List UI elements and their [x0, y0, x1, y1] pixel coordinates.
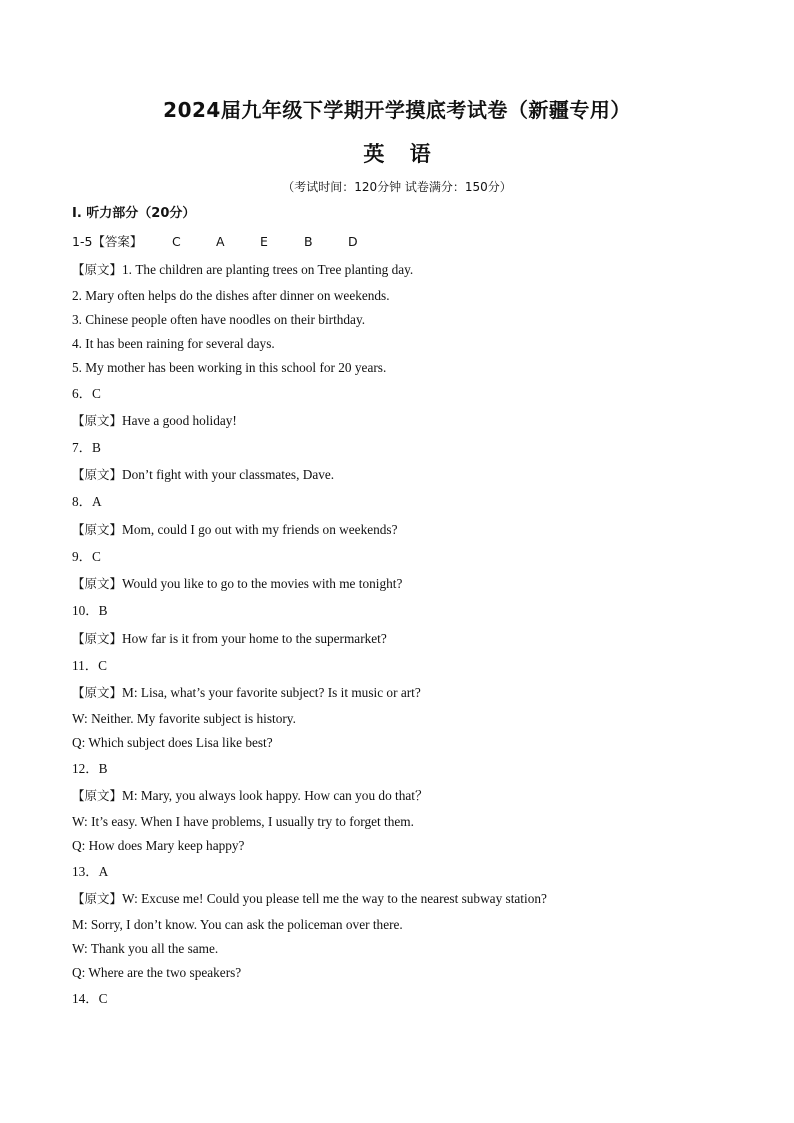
- transcript-line: [72, 412, 237, 430]
- line-text: Mom, could I go out with my friends on weekends?: [122, 522, 398, 537]
- answer-letter: C: [172, 234, 181, 249]
- original-text-tag: 【原文】: [72, 522, 123, 537]
- transcript-line: [72, 287, 390, 305]
- line-text: 8．A: [72, 494, 102, 509]
- section-heading: Ⅰ. 听力部分（20分）: [72, 206, 196, 221]
- line-text: Would you like to go to the movies with me tonight?: [122, 576, 403, 591]
- line-text: W: Neither. My favorite subject is history.: [72, 711, 296, 726]
- original-text-tag: 【原文】: [72, 467, 123, 482]
- transcript-line: [72, 493, 102, 511]
- transcript-line: [72, 311, 365, 329]
- line-text: 9．C: [72, 549, 101, 564]
- line-text: 14．C: [72, 991, 108, 1006]
- transcript-line: [72, 837, 244, 855]
- transcript-line: [72, 760, 107, 778]
- transcript-line: [72, 990, 107, 1008]
- transcript-line: [72, 813, 414, 831]
- line-text: 1. The children are planting trees on Tree planting day.: [122, 262, 414, 277]
- line-text: 4. It has been raining for several days.: [72, 336, 275, 351]
- transcript-line: [72, 964, 241, 982]
- transcript-line: [72, 734, 273, 752]
- transcript-line: [72, 521, 398, 539]
- transcript-line: [72, 787, 428, 805]
- line-text: M: Mary, you always look happy. How can you do that？: [122, 788, 429, 803]
- line-text: 12．B: [72, 761, 108, 776]
- line-text: M: Lisa, what’s your favorite subject? Is it music or art?: [122, 685, 421, 700]
- line-text: M: Sorry, I don’t know. You can ask the policeman over there.: [72, 917, 403, 932]
- answer-letter: A: [216, 234, 225, 249]
- original-text-tag: 【原文】: [72, 262, 123, 277]
- line-text: How far is it from your home to the supermarket?: [122, 631, 387, 646]
- exam-info: （考试时间：120分钟 试卷满分：150分）: [282, 180, 512, 194]
- page-title: 2024届九年级下学期开学摸底考试卷（新疆专用）: [163, 98, 631, 122]
- line-text: 2. Mary often helps do the dishes after dinner on weekends.: [72, 288, 390, 303]
- line-text: W: Excuse me! Could you please tell me the way to the nearest subway station?: [122, 891, 547, 906]
- line-text: 13．A: [72, 864, 109, 879]
- answer-row-1-5: [72, 233, 392, 251]
- original-text-tag: 【原文】: [72, 685, 123, 700]
- line-text: 10．B: [72, 603, 108, 618]
- line-text: Q: Where are the two speakers?: [72, 965, 242, 980]
- transcript-line: [72, 940, 218, 958]
- line-text: Q: Which subject does Lisa like best?: [72, 735, 273, 750]
- transcript-line: [72, 657, 107, 675]
- line-text: W: It’s easy. When I have problems, I usually try to forget them.: [72, 814, 414, 829]
- subject-title: 英 语: [363, 142, 431, 166]
- line-text: 5. My mother has been working in this school for 20 years.: [72, 360, 387, 375]
- transcript-line: [72, 684, 421, 702]
- transcript-line: [72, 710, 296, 728]
- transcript-line: [72, 575, 402, 593]
- transcript-line: [72, 630, 387, 648]
- transcript-line: [72, 359, 386, 377]
- line-text: W: Thank you all the same.: [72, 941, 219, 956]
- transcript-line: [72, 890, 547, 908]
- answer-label: 1-5【答案】: [72, 234, 143, 249]
- transcript-line: [72, 466, 334, 484]
- answer-letter: E: [260, 234, 268, 249]
- transcript-line: [72, 916, 403, 934]
- original-text-tag: 【原文】: [72, 576, 123, 591]
- line-text: 3. Chinese people often have noodles on their birthday.: [72, 312, 366, 327]
- transcript-line: [72, 602, 107, 620]
- transcript-line: [72, 548, 101, 566]
- original-text-tag: 【原文】: [72, 631, 123, 646]
- original-text-tag: 【原文】: [72, 891, 123, 906]
- answer-letter: D: [348, 234, 358, 249]
- transcript-line: [72, 335, 275, 353]
- answer-letter: B: [304, 234, 313, 249]
- line-text: Have a good holiday!: [122, 413, 237, 428]
- original-text-tag: 【原文】: [72, 788, 123, 803]
- transcript-line: [72, 261, 413, 279]
- transcript-line: [72, 385, 101, 403]
- line-text: Q: How does Mary keep happy?: [72, 838, 245, 853]
- line-text: 7．B: [72, 440, 101, 455]
- line-text: 11．C: [72, 658, 107, 673]
- line-text: Don’t fight with your classmates, Dave.: [122, 467, 335, 482]
- line-text: 6．C: [72, 386, 101, 401]
- transcript-line: [72, 439, 101, 457]
- original-text-tag: 【原文】: [72, 413, 123, 428]
- transcript-line: [72, 863, 108, 881]
